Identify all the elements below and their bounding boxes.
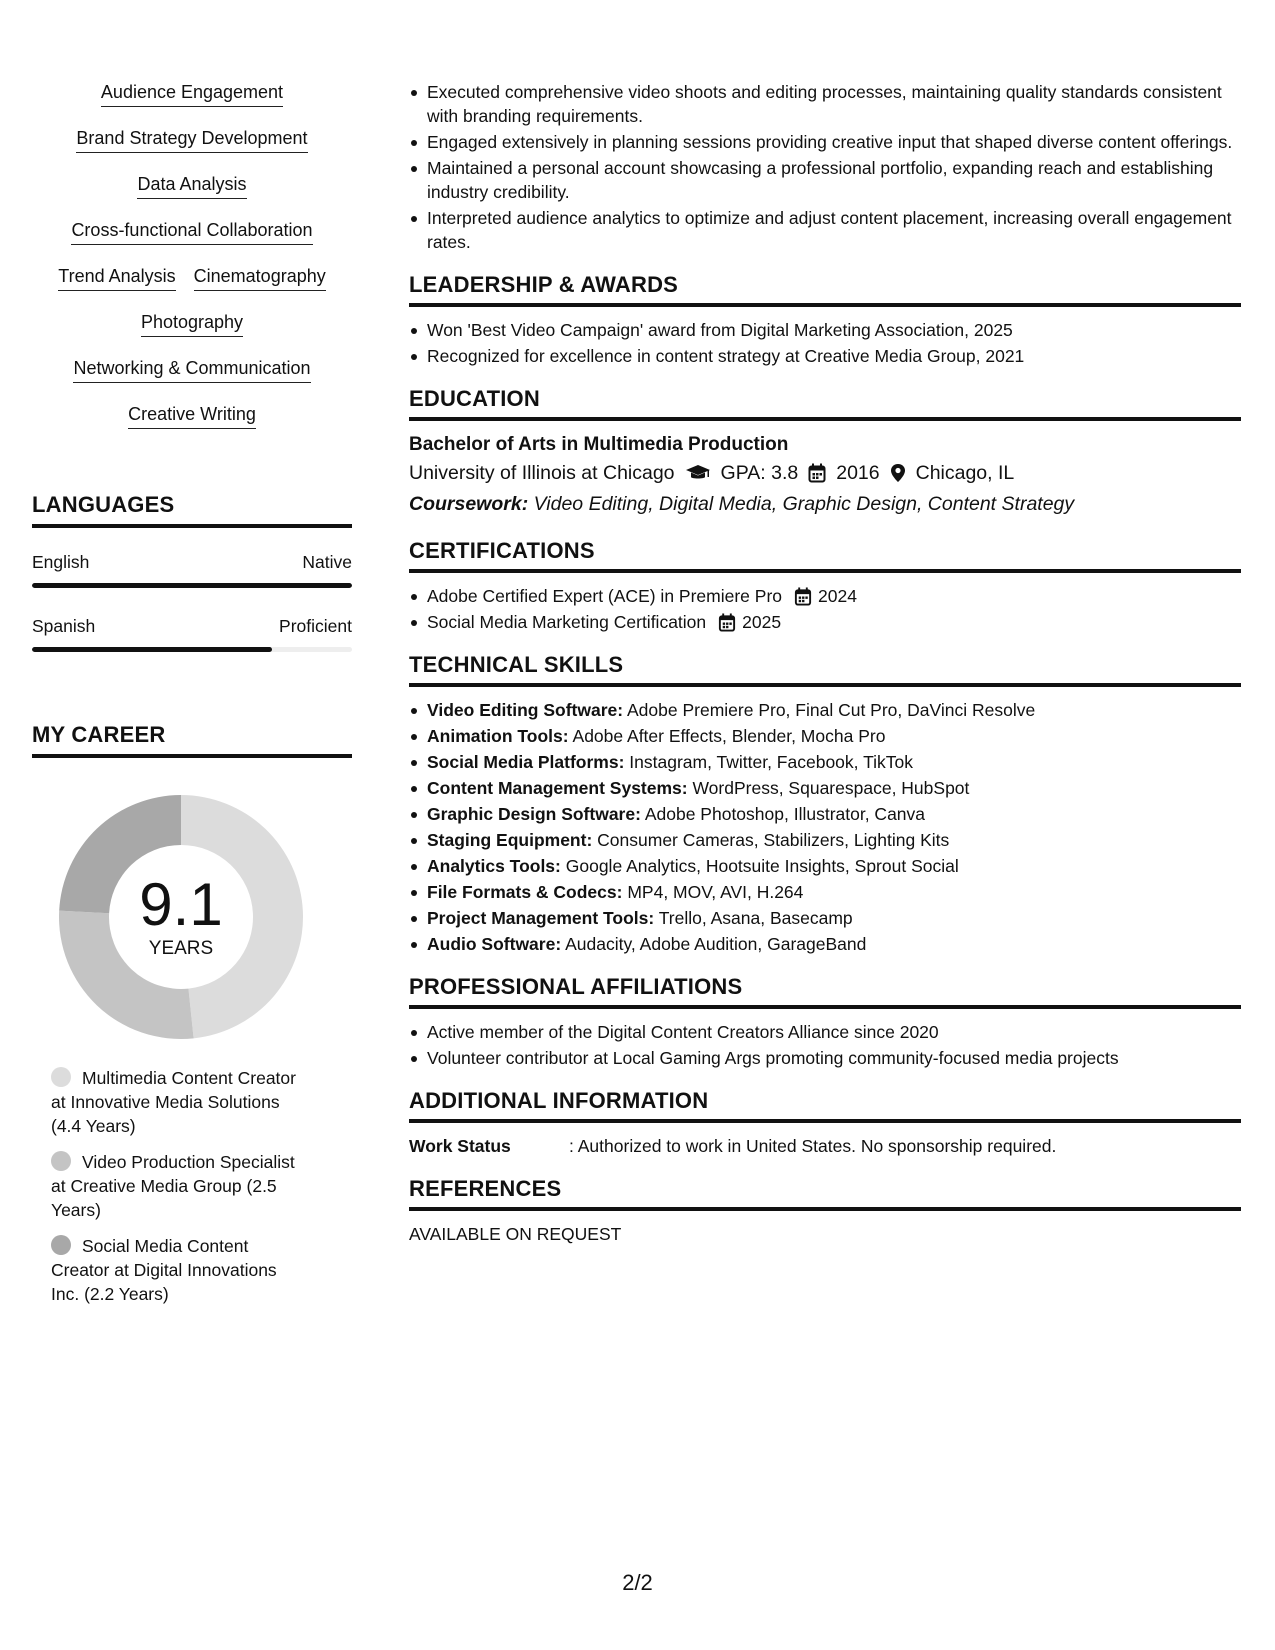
language-level: Proficient xyxy=(279,616,352,636)
additional-info-heading: ADDITIONAL INFORMATION xyxy=(409,1088,1241,1123)
language-bar-fill xyxy=(32,583,352,588)
left-column xyxy=(32,80,352,1318)
language-bar xyxy=(32,647,352,652)
experience-bullets xyxy=(409,80,1241,254)
technical-skill-label: Project Management Tools: xyxy=(427,908,655,928)
language-bar xyxy=(32,583,352,588)
references-section xyxy=(409,1176,1241,1246)
technical-skill-item xyxy=(409,932,1241,956)
technical-skill-item xyxy=(409,906,1241,930)
skill-tag: Brand Strategy Development xyxy=(76,126,307,153)
technical-skill-value: Consumer Cameras, Stabilizers, Lighting Kits xyxy=(597,830,950,850)
career-heading: MY CAREER xyxy=(32,722,352,758)
legend-dot xyxy=(51,1067,71,1087)
legend-item xyxy=(51,1234,302,1306)
skill-tag: Cross-functional Collaboration xyxy=(71,218,312,245)
legend-item xyxy=(51,1066,302,1138)
school-name: University of Illinois at Chicago xyxy=(409,462,675,484)
skill-tag: Cinematography xyxy=(194,264,326,291)
experience-bullet: Executed comprehensive video shoots and editing processes, maintaining quality standards consistent with branding requirements. xyxy=(409,80,1241,128)
technical-skill-label: Analytics Tools: xyxy=(427,856,561,876)
technical-skill-value: MP4, MOV, AVI, H.264 xyxy=(627,882,804,902)
education-heading: EDUCATION xyxy=(409,386,1241,421)
references-text: AVAILABLE ON REQUEST xyxy=(409,1224,622,1244)
technical-skill-label: Video Editing Software: xyxy=(427,700,624,720)
experience-bullet: Interpreted audience analytics to optimize and adjust content placement, increasing overall engagement rates. xyxy=(409,206,1241,254)
technical-skill-label: File Formats & Codecs: xyxy=(427,882,623,902)
certification-item xyxy=(409,584,1241,608)
technical-skills-list xyxy=(409,698,1241,956)
language-name: English xyxy=(32,552,90,572)
technical-skill-label: Animation Tools: xyxy=(427,726,569,746)
language-name: Spanish xyxy=(32,616,96,636)
leadership-list xyxy=(409,318,1241,368)
language-bar-fill xyxy=(32,647,272,652)
work-status-row xyxy=(409,1134,1241,1158)
technical-skills-section xyxy=(409,652,1241,956)
leadership-item: Recognized for excellence in content strategy at Creative Media Group, 2021 xyxy=(409,344,1241,368)
calendar-icon xyxy=(718,613,736,632)
technical-skill-item xyxy=(409,724,1241,748)
skill-tag: Networking & Communication xyxy=(73,356,310,383)
technical-skill-item xyxy=(409,880,1241,904)
work-status-label: Work Status xyxy=(409,1136,511,1156)
skill-tag: Photography xyxy=(141,310,243,337)
degree-title: Bachelor of Arts in Multimedia Production xyxy=(409,434,789,455)
technical-skill-label: Graphic Design Software: xyxy=(427,804,641,824)
technical-skill-item xyxy=(409,776,1241,800)
calendar-icon xyxy=(794,587,812,606)
affiliations-section xyxy=(409,974,1241,1070)
skill-tag: Data Analysis xyxy=(137,172,246,199)
legend-item xyxy=(51,1150,302,1222)
technical-skill-item xyxy=(409,828,1241,852)
certification-year: 2025 xyxy=(742,612,782,632)
affiliations-list xyxy=(409,1020,1241,1070)
technical-skills-heading: TECHNICAL SKILLS xyxy=(409,652,1241,687)
experience-bullet: Maintained a personal account showcasing a professional portfolio, expanding reach and establishing industry credibility. xyxy=(409,156,1241,204)
coursework-label: Coursework: xyxy=(409,493,529,515)
career-total-years: 9.1 xyxy=(139,871,223,938)
technical-skill-item xyxy=(409,854,1241,878)
career-years-unit: YEARS xyxy=(148,938,214,959)
leadership-heading: LEADERSHIP & AWARDS xyxy=(409,272,1241,307)
work-status-value: : Authorized to work in United States. No sponsorship required. xyxy=(569,1136,1057,1156)
affiliation-item: Volunteer contributor at Local Gaming Args promoting community-focused media projects xyxy=(409,1046,1241,1070)
languages-section xyxy=(32,492,352,652)
technical-skill-item xyxy=(409,750,1241,774)
legend-label: Video Production Specialist at Creative Media Group (2.5 Years) xyxy=(51,1152,295,1220)
right-column xyxy=(409,80,1241,1246)
certifications-list xyxy=(409,584,1241,634)
page-number: 2/2 xyxy=(622,1570,653,1595)
gpa: GPA: 3.8 xyxy=(720,462,799,484)
technical-skill-value: Audacity, Adobe Audition, GarageBand xyxy=(565,934,867,954)
affiliations-heading: PROFESSIONAL AFFILIATIONS xyxy=(409,974,1241,1009)
certification-item xyxy=(409,610,1241,634)
technical-skill-value: Adobe Photoshop, Illustrator, Canva xyxy=(644,804,926,824)
education-section xyxy=(409,386,1241,520)
coursework-list: Video Editing, Digital Media, Graphic Design, Content Strategy xyxy=(533,493,1075,515)
references-heading: REFERENCES xyxy=(409,1176,1241,1211)
technical-skill-value: Instagram, Twitter, Facebook, TikTok xyxy=(629,752,913,772)
technical-skill-item xyxy=(409,802,1241,826)
technical-skill-value: Trello, Asana, Basecamp xyxy=(658,908,853,928)
calendar-icon xyxy=(808,463,826,483)
technical-skill-label: Staging Equipment: xyxy=(427,830,593,850)
languages-heading: LANGUAGES xyxy=(32,492,352,528)
leadership-item: Won 'Best Video Campaign' award from Digital Marketing Association, 2025 xyxy=(409,318,1241,342)
technical-skill-label: Content Management Systems: xyxy=(427,778,688,798)
legend-dot xyxy=(51,1235,71,1255)
skill-tag: Creative Writing xyxy=(128,402,256,429)
language-level: Native xyxy=(302,552,352,572)
career-legend xyxy=(32,1066,302,1306)
technical-skill-label: Social Media Platforms: xyxy=(427,752,625,772)
language-row xyxy=(32,552,352,573)
donut-center xyxy=(56,792,306,1042)
legend-dot xyxy=(51,1151,71,1171)
certification-name: Adobe Certified Expert (ACE) in Premiere Pro xyxy=(427,586,782,606)
career-donut-chart xyxy=(56,792,306,1042)
language-row xyxy=(32,616,352,637)
legend-label: Multimedia Content Creator at Innovative Media Solutions (4.4 Years) xyxy=(51,1068,296,1136)
graduation-year: 2016 xyxy=(836,462,880,484)
experience-bullet: Engaged extensively in planning sessions providing creative input that shaped diverse content offerings. xyxy=(409,130,1241,154)
skill-tag: Trend Analysis xyxy=(58,264,175,291)
graduation-cap-icon xyxy=(685,463,711,483)
school-location: Chicago, IL xyxy=(915,462,1015,484)
certifications-section xyxy=(409,538,1241,634)
skills-list xyxy=(32,80,352,448)
skill-tag: Audience Engagement xyxy=(101,80,283,107)
certification-year: 2024 xyxy=(818,586,857,606)
affiliation-item: Active member of the Digital Content Creators Alliance since 2020 xyxy=(409,1020,1241,1044)
technical-skill-value: WordPress, Squarespace, HubSpot xyxy=(692,778,970,798)
certification-name: Social Media Marketing Certification xyxy=(427,612,707,632)
legend-label: Social Media Content Creator at Digital Innovations Inc. (2.2 Years) xyxy=(51,1236,277,1304)
location-pin-icon xyxy=(890,463,906,483)
certifications-heading: CERTIFICATIONS xyxy=(409,538,1241,573)
technical-skill-label: Audio Software: xyxy=(427,934,562,954)
leadership-section xyxy=(409,272,1241,368)
additional-info-section xyxy=(409,1088,1241,1158)
technical-skill-item xyxy=(409,698,1241,722)
school-line xyxy=(409,458,1241,488)
technical-skill-value: Adobe Premiere Pro, Final Cut Pro, DaVinci Resolve xyxy=(627,700,1036,720)
coursework xyxy=(409,488,1241,520)
technical-skill-value: Adobe After Effects, Blender, Mocha Pro xyxy=(572,726,886,746)
career-section xyxy=(32,722,352,1306)
technical-skill-value: Google Analytics, Hootsuite Insights, Sprout Social xyxy=(565,856,959,876)
